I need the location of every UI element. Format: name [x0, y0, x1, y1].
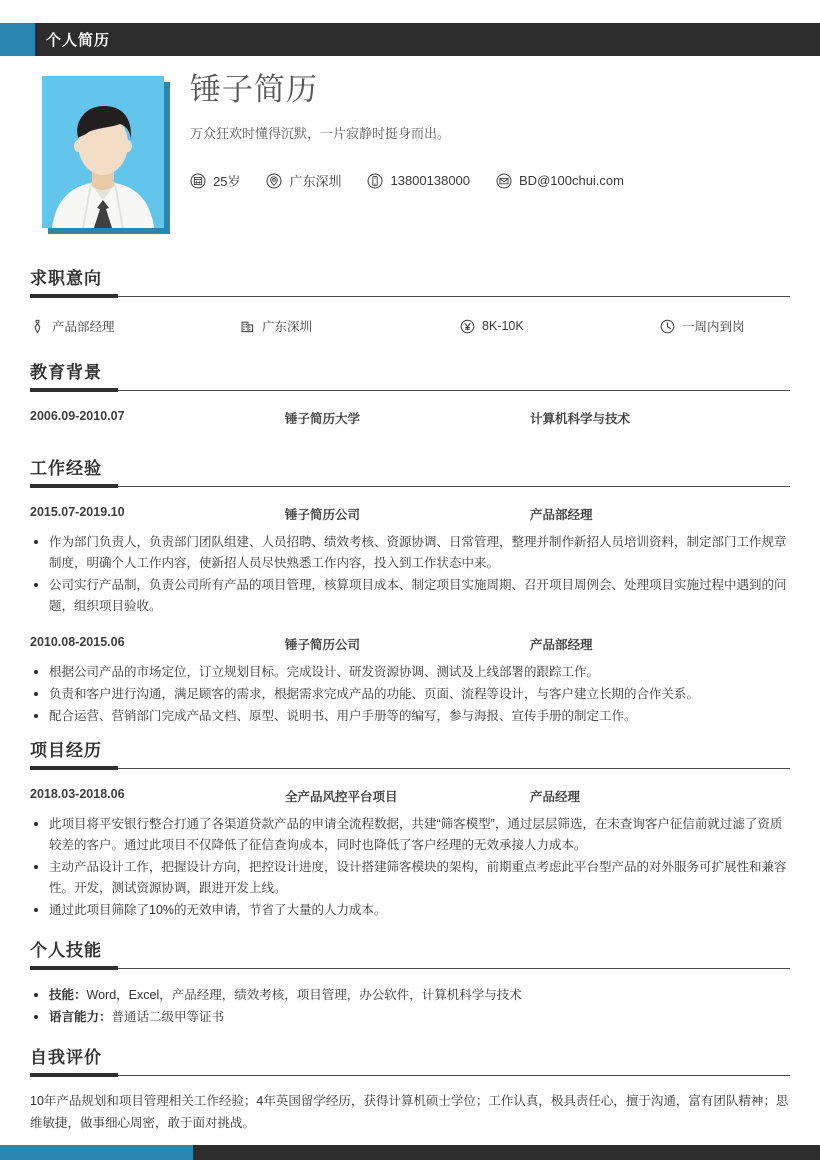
intention-availability: [660, 317, 745, 335]
section-rule-thick: [30, 1073, 118, 1077]
section-skills: [30, 940, 790, 1029]
contact-location: [266, 171, 341, 190]
section-header: [30, 362, 790, 391]
calendar-icon: [190, 173, 206, 189]
section-title: 求职意向: [30, 269, 102, 288]
intention-salary-value: 8K-10K: [482, 319, 524, 333]
section-rule-thin: [30, 1075, 790, 1076]
contact-phone-value: 13800138000: [390, 173, 471, 188]
entry-bullets: [30, 814, 790, 921]
building-icon: [240, 319, 255, 334]
list-item: 根据公司产品的市场定位，订立规划目标。完成设计、研发资源协调、测试及上线部署的跟踪工作。: [30, 662, 790, 683]
entry-bullets: [30, 532, 790, 617]
section-header: [30, 940, 790, 969]
section-job-intention: [30, 268, 790, 335]
list-item: 配合运营、营销部门完成产品文档、原型、说明书、用户手册等的编写，参与海报、宣传手册的制定工作。: [30, 706, 790, 727]
intention-salary: [460, 317, 660, 335]
section-rule-thick: [30, 294, 118, 298]
entry-org: 锤子简历公司: [285, 508, 361, 522]
table-row: [30, 635, 790, 653]
intention-position-value: 产品部经理: [52, 320, 115, 334]
section-rule-thin: [30, 486, 790, 487]
contact-phone: [367, 173, 470, 189]
language-value: 普通话二级甲等证书: [111, 1010, 225, 1024]
section-title: 项目经历: [30, 741, 102, 760]
section-rule-thick: [30, 388, 118, 392]
banner-title: 个人简历: [46, 32, 111, 49]
necktie-icon: [30, 319, 45, 334]
page-title: 锤子简历: [190, 72, 318, 107]
envelope-icon: [496, 173, 512, 189]
section-title: 教育背景: [30, 363, 102, 382]
list-item: [30, 1007, 790, 1028]
skills-label: 技能：: [49, 988, 87, 1002]
footer-bar: [0, 1145, 820, 1160]
section-header: [30, 740, 790, 769]
intention-availability-value: 一周内到岗: [682, 320, 745, 334]
list-item: 作为部门负责人，负责部门团队组建、人员招聘、绩效考核、资源协调、日常管理，整理并制作新招人员培训资料，制定部门工作规章制度，明确个人工作内容，使新招人员尽快熟悉工作内容，投入到工作状态中来。: [30, 532, 790, 574]
list-item: 公司实行产品制，负责公司所有产品的项目管理，核算项目成本、制定项目实施周期、召开项目周例会、处理项目实施过程中遇到的问题，组织项目验收。: [30, 575, 790, 617]
skills-list: [30, 985, 790, 1028]
entry-date: 2018.03-2018.06: [30, 787, 125, 801]
section-education: [30, 362, 790, 427]
list-item: [30, 985, 790, 1006]
job-intention-row: [30, 317, 790, 335]
section-rule-thick: [30, 766, 118, 770]
table-row: [30, 787, 790, 805]
language-label: 语言能力：: [49, 1010, 112, 1024]
section-title: 工作经验: [30, 459, 102, 478]
section-title: 自我评价: [30, 1048, 102, 1067]
list-item: 此项目将平安银行整合打通了各渠道贷款产品的申请全流程数据，共建“筛客模型”，通过层层筛选，在未查询客户征信前就过滤了资质较差的客户。通过此项目不仅降低了征信查询成本，同时也降低了客户经理的无效承接人力成本。: [30, 814, 790, 856]
intention-position: [30, 317, 240, 335]
contact-location-value: 广东深圳: [289, 174, 342, 189]
self-evaluation-text: 10年产品规划和项目管理相关工作经验；4年英国留学经历，获得计算机硕士学位；工作认真，极具责任心，擅于沟通，富有团队精神；思维敏捷，做事细心周密，敢于面对挑战。: [30, 1094, 789, 1130]
list-item: 通过此项目筛除了10%的无效申请，节省了大量的人力成本。: [30, 900, 790, 921]
contact-row: [190, 171, 790, 190]
section-header: [30, 268, 790, 297]
entry-org: 锤子简历大学: [285, 412, 361, 426]
section-title: 个人技能: [30, 941, 102, 960]
contact-email-value: BD@100chui.com: [519, 173, 624, 188]
top-banner: [0, 23, 820, 56]
list-item: 主动产品设计工作，把握设计方向，把控设计进度，设计搭建筛客模块的架构，前期重点考虑此平台型产品的对外服务可扩展性和兼容性。开发，测试资源协调，跟进开发上线。: [30, 857, 790, 899]
entry-date: 2015.07-2019.10: [30, 505, 125, 519]
entry-date: 2010.08-2015.06: [30, 635, 125, 649]
entry-org: 锤子简历公司: [285, 638, 361, 652]
list-item: 负责和客户进行沟通，满足顾客的需求，根据需求完成产品的功能、页面、流程等设计，与客户建立长期的合作关系。: [30, 684, 790, 705]
phone-icon: [367, 173, 383, 189]
entry-bullets: [30, 662, 790, 727]
avatar: [42, 76, 170, 234]
banner-accent-block: [0, 23, 35, 56]
entry-date: 2006.09-2010.07: [30, 409, 125, 423]
section-rule-thick: [30, 966, 118, 970]
banner-dark-block: [35, 23, 820, 56]
footer-dark-block: [193, 1145, 820, 1160]
section-rule-thick: [30, 484, 118, 488]
entry-role: 计算机科学与技术: [530, 412, 631, 426]
contact-age-value: 25岁: [213, 174, 241, 189]
section-rule-thin: [30, 968, 790, 969]
footer-accent-block: [0, 1145, 193, 1160]
intention-city-value: 广东深圳: [262, 320, 313, 334]
profile-header: [0, 70, 820, 245]
clock-icon: [660, 319, 675, 334]
section-header: [30, 1047, 790, 1076]
section-rule-thin: [30, 390, 790, 391]
section-project-experience: [30, 740, 790, 922]
entry-role: 产品部经理: [530, 508, 593, 522]
section-header: [30, 458, 790, 487]
section-work-experience: [30, 458, 790, 728]
section-rule-thin: [30, 296, 790, 297]
avatar-photo: [42, 76, 164, 228]
avatar-illustration-icon: [42, 76, 164, 228]
identity-block: [190, 70, 790, 190]
contact-email: [496, 173, 624, 189]
table-row: [30, 505, 790, 523]
intention-city: [240, 317, 460, 335]
skills-value: Word，Excel，产品经理，绩效考核，项目管理，办公软件，计算机科学与技术: [86, 988, 522, 1002]
location-pin-icon: [266, 173, 282, 189]
entry-role: 产品部经理: [530, 638, 593, 652]
section-rule-thin: [30, 768, 790, 769]
contact-age: [190, 171, 240, 190]
section-self-evaluation: [30, 1047, 790, 1134]
entry-org: 全产品风控平台项目: [285, 790, 398, 804]
profile-motto: 万众狂欢时懂得沉默，一片寂静时挺身而出。: [190, 126, 451, 141]
table-row: [30, 409, 790, 427]
entry-role: 产品经理: [530, 790, 581, 804]
yen-circle-icon: [460, 319, 475, 334]
